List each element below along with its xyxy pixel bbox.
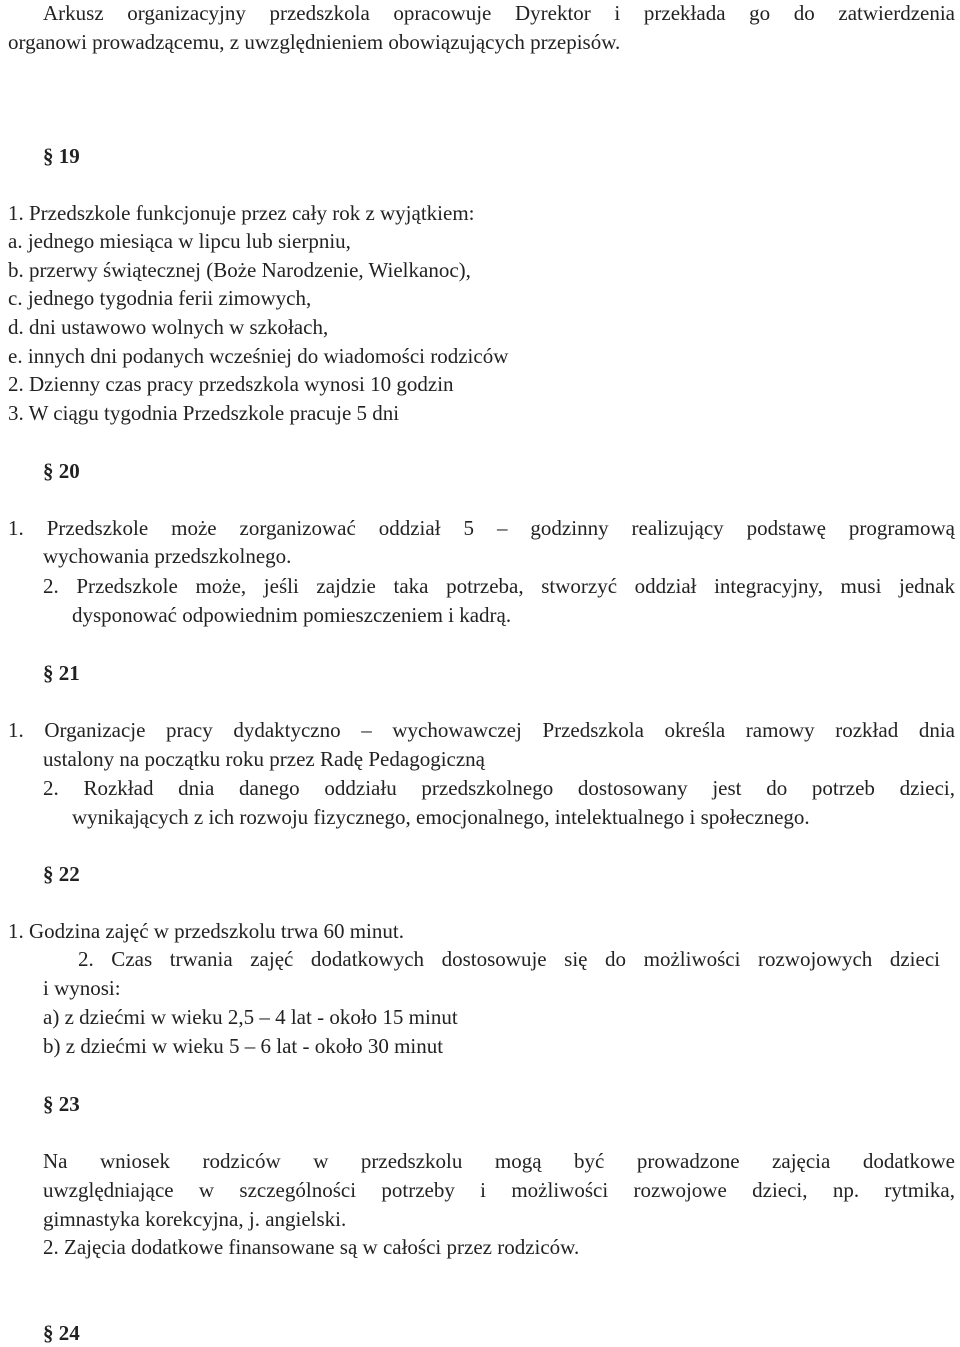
section-heading-24: § 24 <box>43 1321 80 1345</box>
s19-item-a: a. jednego miesiąca w lipcu lub sierpniu, <box>8 229 351 253</box>
section-heading-22: § 22 <box>43 862 80 886</box>
s22-point-2-line-2: i wynosi: <box>43 976 121 1000</box>
s19-item-e: e. innych dni podanych wcześniej do wiadomości rodziców <box>8 344 509 368</box>
s23-point-2: 2. Zajęcia dodatkowe finansowane są w całości przez rodziców. <box>43 1235 580 1259</box>
s20-point-2-line-2: dysponować odpowiednim pomieszczeniem i kadrą. <box>72 603 512 627</box>
s22-item-a: a) z dziećmi w wieku 2,5 – 4 lat - około 15 minut <box>43 1005 458 1029</box>
s22-item-b: b) z dziećmi w wieku 5 – 6 lat - około 30 minut <box>43 1034 444 1058</box>
s22-point-1: 1. Godzina zajęć w przedszkolu trwa 60 minut. <box>8 919 404 943</box>
s21-point-1-line-2: ustalony na początku roku przez Radę Pedagogiczną <box>43 747 485 771</box>
s23-paragraph-line-3: gimnastyka korekcyjna, j. angielski. <box>43 1207 347 1231</box>
s22-point-2-line-1: 2. Czas trwania zajęć dodatkowych dostosowuje się do możliwości rozwojowych dzieci <box>78 947 940 971</box>
intro-line-2: organowi prowadzącemu, z uwzględnieniem obowiązujących przepisów. <box>8 30 621 54</box>
section-heading-23: § 23 <box>43 1092 80 1116</box>
s23-paragraph-line-2: uwzględniające w szczególności potrzeby i możliwości rozwojowe dzieci, np. rytmika, <box>43 1178 955 1202</box>
section-heading-19: § 19 <box>43 144 80 168</box>
s21-point-2-line-2: wynikających z ich rozwoju fizycznego, emocjonalnego, intelektualnego i społecznego. <box>72 805 810 829</box>
s20-point-1-line-1: 1. Przedszkole może zorganizować oddział 5 – godzinny realizujący podstawę programową <box>8 516 955 540</box>
s19-point-1: 1. Przedszkole funkcjonuje przez cały rok z wyjątkiem: <box>8 201 475 225</box>
intro-line-1: Arkusz organizacyjny przedszkola opracowuje Dyrektor i przekłada go do zatwierdzenia <box>43 1 955 25</box>
s20-point-2-line-1: 2. Przedszkole może, jeśli zajdzie taka potrzeba, stworzyć oddział integracyjny, musi jednak <box>43 574 955 598</box>
s19-item-c: c. jednego tygodnia ferii zimowych, <box>8 286 312 310</box>
section-heading-21: § 21 <box>43 661 80 685</box>
s19-point-2: 2. Dzienny czas pracy przedszkola wynosi 10 godzin <box>8 372 454 396</box>
s19-point-3: 3. W ciągu tygodnia Przedszkole pracuje 5 dni <box>8 401 400 425</box>
s21-point-2-line-1: 2. Rozkład dnia danego oddziału przedszkolnego dostosowany jest do potrzeb dzieci, <box>43 776 955 800</box>
s19-item-d: d. dni ustawowo wolnych w szkołach, <box>8 315 329 339</box>
section-heading-20: § 20 <box>43 459 80 483</box>
s19-item-b: b. przerwy świątecznej (Boże Narodzenie, Wielkanoc), <box>8 258 471 282</box>
s20-point-1-line-2: wychowania przedszkolnego. <box>43 544 292 568</box>
s23-paragraph-line-1: Na wniosek rodziców w przedszkolu mogą być prowadzone zajęcia dodatkowe <box>43 1149 955 1173</box>
s21-point-1-line-1: 1. Organizacje pracy dydaktyczno – wychowawczej Przedszkola określa ramowy rozkład dnia <box>8 718 955 742</box>
